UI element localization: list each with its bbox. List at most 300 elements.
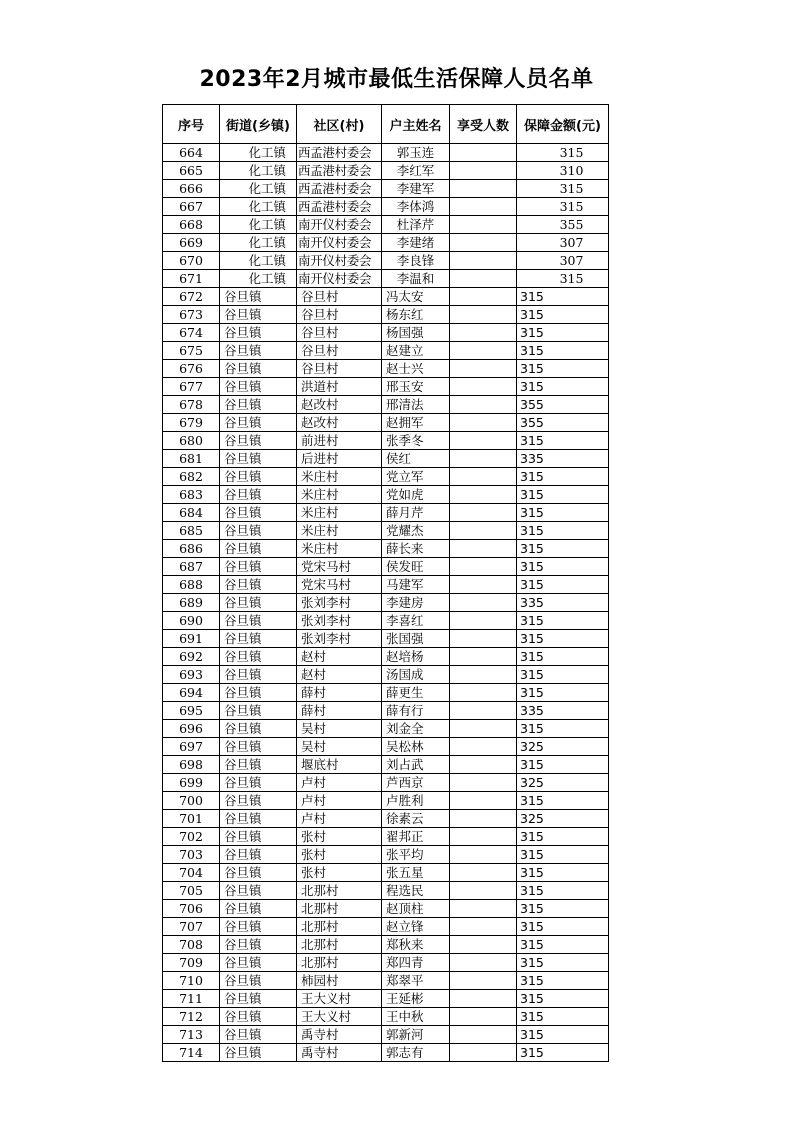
householder-cell: 党如虎 <box>382 486 450 504</box>
row-index-cell: 679 <box>163 414 220 432</box>
householder-cell: 李建房 <box>382 594 450 612</box>
town-cell: 化工镇 <box>220 216 297 234</box>
town-cell: 谷旦镇 <box>220 918 297 936</box>
town-cell: 谷旦镇 <box>220 648 297 666</box>
amount-cell: 315 <box>517 540 609 558</box>
row-index-cell: 682 <box>163 468 220 486</box>
amount-cell: 315 <box>517 612 609 630</box>
row-index-cell: 700 <box>163 792 220 810</box>
amount-cell: 315 <box>517 630 609 648</box>
table-row <box>163 684 609 702</box>
town-cell: 化工镇 <box>220 180 297 198</box>
householder-cell: 杨东红 <box>382 306 450 324</box>
amount-cell: 355 <box>517 414 609 432</box>
householder-cell: 邢清法 <box>382 396 450 414</box>
beneficiary-count-cell <box>450 540 517 558</box>
householder-cell: 郑秋来 <box>382 936 450 954</box>
householder-cell: 汤国成 <box>382 666 450 684</box>
community-cell: 谷旦村 <box>297 324 382 342</box>
table-row <box>163 486 609 504</box>
amount-cell: 315 <box>517 144 609 162</box>
town-cell: 谷旦镇 <box>220 558 297 576</box>
householder-cell: 赵顶柱 <box>382 900 450 918</box>
community-cell: 谷旦村 <box>297 306 382 324</box>
town-cell: 谷旦镇 <box>220 324 297 342</box>
community-cell: 王大义村 <box>297 1008 382 1026</box>
amount-cell: 315 <box>517 1026 609 1044</box>
table-row <box>163 360 609 378</box>
table-row <box>163 306 609 324</box>
row-index-cell: 689 <box>163 594 220 612</box>
amount-cell: 315 <box>517 270 609 288</box>
town-cell: 谷旦镇 <box>220 792 297 810</box>
beneficiary-count-cell <box>450 684 517 702</box>
beneficiary-count-cell <box>450 252 517 270</box>
town-cell: 谷旦镇 <box>220 1008 297 1026</box>
column-header-index: 序号 <box>163 105 220 144</box>
row-index-cell: 666 <box>163 180 220 198</box>
town-cell: 谷旦镇 <box>220 666 297 684</box>
amount-cell: 307 <box>517 234 609 252</box>
householder-cell: 杨国强 <box>382 324 450 342</box>
community-cell: 赵改村 <box>297 396 382 414</box>
town-cell: 谷旦镇 <box>220 342 297 360</box>
amount-cell: 307 <box>517 252 609 270</box>
row-index-cell: 704 <box>163 864 220 882</box>
table-row <box>163 900 609 918</box>
row-index-cell: 706 <box>163 900 220 918</box>
community-cell: 赵村 <box>297 666 382 684</box>
row-index-cell: 694 <box>163 684 220 702</box>
beneficiary-count-cell <box>450 450 517 468</box>
town-cell: 谷旦镇 <box>220 828 297 846</box>
amount-cell: 315 <box>517 1044 609 1062</box>
amount-cell: 315 <box>517 936 609 954</box>
beneficiary-count-cell <box>450 1026 517 1044</box>
amount-cell: 315 <box>517 504 609 522</box>
row-index-cell: 697 <box>163 738 220 756</box>
community-cell: 赵村 <box>297 648 382 666</box>
table-row <box>163 324 609 342</box>
town-cell: 化工镇 <box>220 234 297 252</box>
community-cell: 张刘李村 <box>297 594 382 612</box>
document-title: 2023年2月城市最低生活保障人员名单 <box>199 67 594 92</box>
amount-cell: 325 <box>517 774 609 792</box>
town-cell: 谷旦镇 <box>220 1026 297 1044</box>
table-row <box>163 702 609 720</box>
beneficiary-count-cell <box>450 432 517 450</box>
beneficiary-count-cell <box>450 972 517 990</box>
amount-cell: 315 <box>517 720 609 738</box>
table-row <box>163 612 609 630</box>
row-index-cell: 684 <box>163 504 220 522</box>
town-cell: 谷旦镇 <box>220 972 297 990</box>
row-index-cell: 714 <box>163 1044 220 1062</box>
community-cell: 米庄村 <box>297 486 382 504</box>
beneficiary-count-cell <box>450 828 517 846</box>
table-row <box>163 630 609 648</box>
town-cell: 谷旦镇 <box>220 738 297 756</box>
amount-cell: 315 <box>517 288 609 306</box>
table-row <box>163 198 609 216</box>
householder-cell: 侯红 <box>382 450 450 468</box>
community-cell: 吴村 <box>297 738 382 756</box>
town-cell: 化工镇 <box>220 144 297 162</box>
town-cell: 谷旦镇 <box>220 684 297 702</box>
row-index-cell: 667 <box>163 198 220 216</box>
row-index-cell: 710 <box>163 972 220 990</box>
householder-cell: 张国强 <box>382 630 450 648</box>
row-index-cell: 698 <box>163 756 220 774</box>
table-row <box>163 666 609 684</box>
householder-cell: 郑四青 <box>382 954 450 972</box>
roster-table <box>162 104 609 1062</box>
householder-cell: 郭志有 <box>382 1044 450 1062</box>
amount-cell: 315 <box>517 756 609 774</box>
householder-cell: 侯发旺 <box>382 558 450 576</box>
table-row <box>163 936 609 954</box>
beneficiary-count-cell <box>450 324 517 342</box>
community-cell: 卢村 <box>297 792 382 810</box>
table-row <box>163 990 609 1008</box>
amount-cell: 315 <box>517 1008 609 1026</box>
beneficiary-count-cell <box>450 486 517 504</box>
householder-cell: 张五星 <box>382 864 450 882</box>
table-row <box>163 738 609 756</box>
row-index-cell: 707 <box>163 918 220 936</box>
table-row <box>163 810 609 828</box>
row-index-cell: 687 <box>163 558 220 576</box>
beneficiary-count-cell <box>450 468 517 486</box>
row-index-cell: 664 <box>163 144 220 162</box>
town-cell: 谷旦镇 <box>220 936 297 954</box>
beneficiary-count-cell <box>450 810 517 828</box>
town-cell: 谷旦镇 <box>220 432 297 450</box>
table-row <box>163 288 609 306</box>
amount-cell: 315 <box>517 360 609 378</box>
table-row <box>163 162 609 180</box>
amount-cell: 315 <box>517 918 609 936</box>
amount-cell: 315 <box>517 342 609 360</box>
column-header-town: 街道(乡镇) <box>220 105 297 144</box>
householder-cell: 党耀杰 <box>382 522 450 540</box>
amount-cell: 315 <box>517 522 609 540</box>
community-cell: 张刘李村 <box>297 612 382 630</box>
table-row <box>163 378 609 396</box>
row-index-cell: 681 <box>163 450 220 468</box>
row-index-cell: 703 <box>163 846 220 864</box>
amount-cell: 315 <box>517 882 609 900</box>
table-row <box>163 396 609 414</box>
amount-cell: 315 <box>517 486 609 504</box>
householder-cell: 刘占武 <box>382 756 450 774</box>
beneficiary-count-cell <box>450 288 517 306</box>
householder-cell: 赵立锋 <box>382 918 450 936</box>
community-cell: 张村 <box>297 846 382 864</box>
column-header-householder: 户主姓名 <box>382 105 450 144</box>
householder-cell: 郭新河 <box>382 1026 450 1044</box>
householder-cell: 党立军 <box>382 468 450 486</box>
beneficiary-count-cell <box>450 162 517 180</box>
town-cell: 谷旦镇 <box>220 954 297 972</box>
beneficiary-count-cell <box>450 612 517 630</box>
table-row <box>163 558 609 576</box>
householder-cell: 刘金全 <box>382 720 450 738</box>
beneficiary-count-cell <box>450 936 517 954</box>
beneficiary-count-cell <box>450 666 517 684</box>
town-cell: 谷旦镇 <box>220 450 297 468</box>
householder-cell: 赵建立 <box>382 342 450 360</box>
town-cell: 谷旦镇 <box>220 720 297 738</box>
amount-cell: 315 <box>517 432 609 450</box>
town-cell: 谷旦镇 <box>220 864 297 882</box>
community-cell: 卢村 <box>297 810 382 828</box>
householder-cell: 赵拥军 <box>382 414 450 432</box>
beneficiary-count-cell <box>450 792 517 810</box>
amount-cell: 355 <box>517 216 609 234</box>
householder-cell: 王中秋 <box>382 1008 450 1026</box>
community-cell: 北那村 <box>297 936 382 954</box>
householder-cell: 杜泽芹 <box>382 216 450 234</box>
table-row <box>163 648 609 666</box>
table-row <box>163 180 609 198</box>
amount-cell: 315 <box>517 558 609 576</box>
row-index-cell: 680 <box>163 432 220 450</box>
householder-cell: 芦西京 <box>382 774 450 792</box>
amount-cell: 315 <box>517 828 609 846</box>
householder-cell: 张平均 <box>382 846 450 864</box>
beneficiary-count-cell <box>450 702 517 720</box>
town-cell: 谷旦镇 <box>220 396 297 414</box>
community-cell: 张村 <box>297 864 382 882</box>
beneficiary-count-cell <box>450 270 517 288</box>
amount-cell: 315 <box>517 684 609 702</box>
town-cell: 化工镇 <box>220 252 297 270</box>
community-cell: 吴村 <box>297 720 382 738</box>
amount-cell: 315 <box>517 648 609 666</box>
beneficiary-count-cell <box>450 396 517 414</box>
community-cell: 王大义村 <box>297 990 382 1008</box>
beneficiary-count-cell <box>450 594 517 612</box>
table-row <box>163 450 609 468</box>
amount-cell: 355 <box>517 396 609 414</box>
amount-cell: 315 <box>517 198 609 216</box>
householder-cell: 李建军 <box>382 180 450 198</box>
beneficiary-count-cell <box>450 774 517 792</box>
householder-cell: 王延彬 <box>382 990 450 1008</box>
beneficiary-count-cell <box>450 504 517 522</box>
town-cell: 谷旦镇 <box>220 900 297 918</box>
table-row <box>163 342 609 360</box>
table-row <box>163 414 609 432</box>
community-cell: 后进村 <box>297 450 382 468</box>
amount-cell: 335 <box>517 450 609 468</box>
amount-cell: 315 <box>517 180 609 198</box>
row-index-cell: 675 <box>163 342 220 360</box>
table-row <box>163 216 609 234</box>
beneficiary-count-cell <box>450 720 517 738</box>
community-cell: 南开仪村委会 <box>297 234 382 252</box>
row-index-cell: 695 <box>163 702 220 720</box>
community-cell: 薛村 <box>297 684 382 702</box>
amount-cell: 325 <box>517 810 609 828</box>
town-cell: 谷旦镇 <box>220 540 297 558</box>
amount-cell: 315 <box>517 864 609 882</box>
beneficiary-count-cell <box>450 306 517 324</box>
community-cell: 西孟港村委会 <box>297 144 382 162</box>
town-cell: 谷旦镇 <box>220 1044 297 1062</box>
row-index-cell: 699 <box>163 774 220 792</box>
householder-cell: 邢玉安 <box>382 378 450 396</box>
table-row <box>163 468 609 486</box>
town-cell: 谷旦镇 <box>220 810 297 828</box>
town-cell: 谷旦镇 <box>220 612 297 630</box>
row-index-cell: 690 <box>163 612 220 630</box>
table-row <box>163 432 609 450</box>
town-cell: 化工镇 <box>220 198 297 216</box>
householder-cell: 翟邦正 <box>382 828 450 846</box>
beneficiary-count-cell <box>450 234 517 252</box>
row-index-cell: 693 <box>163 666 220 684</box>
row-index-cell: 709 <box>163 954 220 972</box>
table-row <box>163 522 609 540</box>
householder-cell: 徐素云 <box>382 810 450 828</box>
community-cell: 西孟港村委会 <box>297 162 382 180</box>
town-cell: 谷旦镇 <box>220 468 297 486</box>
amount-cell: 335 <box>517 702 609 720</box>
table-row <box>163 234 609 252</box>
table-row <box>163 792 609 810</box>
town-cell: 化工镇 <box>220 162 297 180</box>
householder-cell: 马建军 <box>382 576 450 594</box>
town-cell: 谷旦镇 <box>220 414 297 432</box>
community-cell: 洪道村 <box>297 378 382 396</box>
row-index-cell: 713 <box>163 1026 220 1044</box>
table-row <box>163 1008 609 1026</box>
community-cell: 南开仪村委会 <box>297 270 382 288</box>
community-cell: 谷旦村 <box>297 360 382 378</box>
community-cell: 禹寺村 <box>297 1044 382 1062</box>
row-index-cell: 696 <box>163 720 220 738</box>
community-cell: 薛村 <box>297 702 382 720</box>
table-row <box>163 720 609 738</box>
community-cell: 张刘李村 <box>297 630 382 648</box>
beneficiary-count-cell <box>450 522 517 540</box>
community-cell: 北那村 <box>297 954 382 972</box>
amount-cell: 315 <box>517 954 609 972</box>
householder-cell: 李体鸿 <box>382 198 450 216</box>
row-index-cell: 683 <box>163 486 220 504</box>
row-index-cell: 688 <box>163 576 220 594</box>
row-index-cell: 685 <box>163 522 220 540</box>
householder-cell: 郭玉连 <box>382 144 450 162</box>
amount-cell: 325 <box>517 738 609 756</box>
householder-cell: 张季冬 <box>382 432 450 450</box>
householder-cell: 李喜红 <box>382 612 450 630</box>
beneficiary-count-cell <box>450 558 517 576</box>
beneficiary-count-cell <box>450 342 517 360</box>
row-index-cell: 692 <box>163 648 220 666</box>
householder-cell: 卢胜利 <box>382 792 450 810</box>
town-cell: 谷旦镇 <box>220 288 297 306</box>
householder-cell: 薛月芹 <box>382 504 450 522</box>
amount-cell: 315 <box>517 468 609 486</box>
amount-cell: 315 <box>517 306 609 324</box>
householder-cell: 赵培杨 <box>382 648 450 666</box>
householder-cell: 李红军 <box>382 162 450 180</box>
beneficiary-count-cell <box>450 882 517 900</box>
table-row <box>163 270 609 288</box>
community-cell: 前进村 <box>297 432 382 450</box>
table-row <box>163 504 609 522</box>
row-index-cell: 668 <box>163 216 220 234</box>
amount-cell: 310 <box>517 162 609 180</box>
beneficiary-count-cell <box>450 990 517 1008</box>
row-index-cell: 673 <box>163 306 220 324</box>
amount-cell: 315 <box>517 666 609 684</box>
table-row <box>163 864 609 882</box>
beneficiary-count-cell <box>450 738 517 756</box>
amount-cell: 315 <box>517 576 609 594</box>
row-index-cell: 708 <box>163 936 220 954</box>
town-cell: 谷旦镇 <box>220 630 297 648</box>
row-index-cell: 686 <box>163 540 220 558</box>
community-cell: 南开仪村委会 <box>297 216 382 234</box>
town-cell: 谷旦镇 <box>220 360 297 378</box>
table-row <box>163 918 609 936</box>
community-cell: 党宋马村 <box>297 558 382 576</box>
table-body <box>163 144 609 1062</box>
beneficiary-count-cell <box>450 216 517 234</box>
community-cell: 赵改村 <box>297 414 382 432</box>
table-row <box>163 828 609 846</box>
community-cell: 米庄村 <box>297 468 382 486</box>
amount-cell: 315 <box>517 900 609 918</box>
town-cell: 谷旦镇 <box>220 486 297 504</box>
amount-cell: 315 <box>517 972 609 990</box>
beneficiary-count-cell <box>450 900 517 918</box>
householder-cell: 郑翠平 <box>382 972 450 990</box>
amount-cell: 315 <box>517 324 609 342</box>
row-index-cell: 701 <box>163 810 220 828</box>
community-cell: 张村 <box>297 828 382 846</box>
table-row <box>163 846 609 864</box>
community-cell: 禹寺村 <box>297 1026 382 1044</box>
householder-cell: 冯太安 <box>382 288 450 306</box>
community-cell: 卢村 <box>297 774 382 792</box>
community-cell: 南开仪村委会 <box>297 252 382 270</box>
table-header-row <box>163 105 609 144</box>
community-cell: 米庄村 <box>297 504 382 522</box>
row-index-cell: 712 <box>163 1008 220 1026</box>
row-index-cell: 669 <box>163 234 220 252</box>
town-cell: 谷旦镇 <box>220 576 297 594</box>
community-cell: 堰底村 <box>297 756 382 774</box>
community-cell: 谷旦村 <box>297 288 382 306</box>
table-row <box>163 540 609 558</box>
beneficiary-count-cell <box>450 648 517 666</box>
row-index-cell: 678 <box>163 396 220 414</box>
row-index-cell: 674 <box>163 324 220 342</box>
householder-cell: 吴松林 <box>382 738 450 756</box>
community-cell: 北那村 <box>297 882 382 900</box>
householder-cell: 薛更生 <box>382 684 450 702</box>
beneficiary-count-cell <box>450 954 517 972</box>
beneficiary-count-cell <box>450 360 517 378</box>
town-cell: 谷旦镇 <box>220 378 297 396</box>
row-index-cell: 671 <box>163 270 220 288</box>
beneficiary-count-cell <box>450 198 517 216</box>
